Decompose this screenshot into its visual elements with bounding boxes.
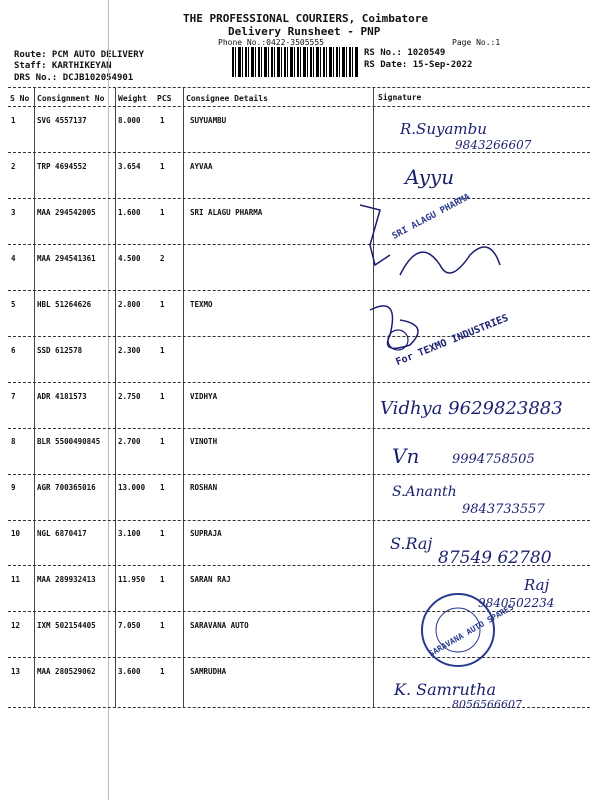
row-consignment: ADR 4181573 <box>37 392 87 401</box>
signature-13-phone: 8056566607 <box>452 698 522 711</box>
signature-7: Vidhya 9629823883 <box>380 398 563 419</box>
row-consignee: SARAN RAJ <box>190 575 231 584</box>
row-consignment: MAA 289932413 <box>37 575 96 584</box>
signature-9-name: S.Ananth <box>392 484 457 500</box>
col-consignee: Consignee Details <box>186 94 268 103</box>
row-consignment: SSD 612578 <box>37 346 83 355</box>
row-pcs: 1 <box>160 162 165 171</box>
row-weight: 11.950 <box>118 575 146 584</box>
row-consignment: MAA 294542005 <box>37 208 96 217</box>
row-weight: 2.300 <box>118 346 141 355</box>
row-pcs: 1 <box>160 392 165 401</box>
barcode <box>232 47 358 77</box>
drs-number: DRS No.: DCJB102054901 <box>14 73 134 83</box>
row-sno: 6 <box>11 346 16 355</box>
row-sno: 5 <box>11 300 16 309</box>
row-sno: 8 <box>11 437 16 446</box>
row-consignment: MAA 280529062 <box>37 667 96 676</box>
col-weight: Weight <box>118 94 147 103</box>
rs-number: RS No.: 1020549 <box>364 48 446 58</box>
row-pcs: 1 <box>160 483 165 492</box>
row-weight: 3.654 <box>118 162 141 171</box>
row-pcs: 1 <box>160 300 165 309</box>
row-pcs: 1 <box>160 575 165 584</box>
row-sno: 4 <box>11 254 16 263</box>
row-weight: 13.000 <box>118 483 146 492</box>
row-consignee: AYVAA <box>190 162 213 171</box>
signature-8-name: Vn <box>392 444 420 468</box>
row-sno: 12 <box>11 621 21 630</box>
col-divider <box>115 88 116 708</box>
signature-13-name: K. Samrutha <box>394 680 497 699</box>
signature-4-scribble <box>400 247 500 275</box>
row-weight: 3.100 <box>118 529 141 538</box>
phone-number: Phone No.:0422-3505555 <box>218 38 324 47</box>
row-consignment: BLR 5500490845 <box>37 437 101 446</box>
col-consignment: Consignment No <box>37 94 105 103</box>
stamp-texmo: For TEXMO INDUSTRIES <box>394 312 511 369</box>
page-number: Page No.:1 <box>452 38 501 47</box>
row-consignee: TEXMO <box>190 300 213 309</box>
stamp-saravana-seal <box>418 590 498 670</box>
row-consignment: SVG 4557137 <box>37 116 87 125</box>
row-sno: 3 <box>11 208 16 217</box>
row-sno: 7 <box>11 392 16 401</box>
signature-3-scribble <box>360 205 390 265</box>
route: Route: PCM AUTO DELIVERY <box>14 50 145 60</box>
signature-8-phone: 9994758505 <box>452 452 535 467</box>
col-pcs: PCS <box>157 94 172 103</box>
col-divider <box>183 88 184 708</box>
row-pcs: 1 <box>160 116 165 125</box>
row-weight: 1.600 <box>118 208 141 217</box>
row-weight: 2.800 <box>118 300 141 309</box>
row-consignee: SRI ALAGU PHARMA <box>190 208 263 217</box>
row-consignment: TRP 4694552 <box>37 162 87 171</box>
row-pcs: 1 <box>160 621 165 630</box>
row-pcs: 2 <box>160 254 165 263</box>
row-sno: 9 <box>11 483 16 492</box>
row-consignee: SUPRAJA <box>190 529 222 538</box>
row-pcs: 1 <box>160 208 165 217</box>
row-sno: 10 <box>11 529 21 538</box>
row-rule <box>8 520 590 521</box>
row-weight: 2.750 <box>118 392 141 401</box>
row-pcs: 1 <box>160 346 165 355</box>
row-consignee: ROSHAN <box>190 483 218 492</box>
row-rule <box>8 657 590 658</box>
signature-10-phone: 87549 62780 <box>438 548 552 568</box>
row-weight: 3.600 <box>118 667 141 676</box>
row-pcs: 1 <box>160 529 165 538</box>
row-consignment: IXM 502154405 <box>37 621 96 630</box>
row-consignee: SUYUAMBU <box>190 116 227 125</box>
row-pcs: 1 <box>160 437 165 446</box>
signature-6-scribble <box>388 330 408 350</box>
signature-1-phone: 9843266607 <box>455 138 532 152</box>
row-weight: 7.050 <box>118 621 141 630</box>
row-weight: 4.500 <box>118 254 141 263</box>
staff: Staff: KARTHIKEYAN <box>14 61 112 71</box>
row-sno: 13 <box>11 667 21 676</box>
document-title: Delivery Runsheet - PNP <box>228 25 381 38</box>
signature-1-name: R.Suyambu <box>400 120 487 138</box>
paper-fold <box>108 0 109 800</box>
row-sno: 11 <box>11 575 21 584</box>
row-sno: 2 <box>11 162 16 171</box>
col-sno: S No <box>10 94 30 103</box>
row-consignment: MAA 294541361 <box>37 254 96 263</box>
signature-5-scribble <box>370 306 418 348</box>
row-consignment: AGR 700365016 <box>37 483 96 492</box>
signature-10-name: S.Raj <box>390 534 433 553</box>
signature-11-name: Raj <box>524 576 550 594</box>
row-consignee: VIDHYA <box>190 392 218 401</box>
header-bottom-rule <box>8 106 590 107</box>
row-consignment: NGL 6870417 <box>37 529 87 538</box>
row-weight: 8.000 <box>118 116 141 125</box>
row-consignment: HBL 51264626 <box>37 300 92 309</box>
signature-11-phone: 9840502234 <box>478 596 555 610</box>
signature-2: Ayyu <box>405 165 455 189</box>
col-divider <box>34 88 35 708</box>
row-consignee: SARAVANA AUTO <box>190 621 249 630</box>
row-sno: 1 <box>11 116 16 125</box>
col-signature: Signature <box>378 93 422 102</box>
stamp-saravana-text: SARAVANA AUTO SPARES <box>427 602 516 659</box>
row-consignee: SAMRUDHA <box>190 667 227 676</box>
row-weight: 2.700 <box>118 437 141 446</box>
company-name: THE PROFESSIONAL COURIERS, Coimbatore <box>183 12 429 25</box>
stamp-pharma: SRI ALAGU PHARMA <box>390 192 472 242</box>
row-consignee: VINOTH <box>190 437 218 446</box>
row-rule <box>8 152 590 153</box>
scribble-signatures <box>340 195 570 505</box>
rs-date: RS Date: 15-Sep-2022 <box>364 60 473 70</box>
header-top-rule <box>8 87 590 88</box>
signature-9-phone: 9843733557 <box>462 502 545 517</box>
row-pcs: 1 <box>160 667 165 676</box>
